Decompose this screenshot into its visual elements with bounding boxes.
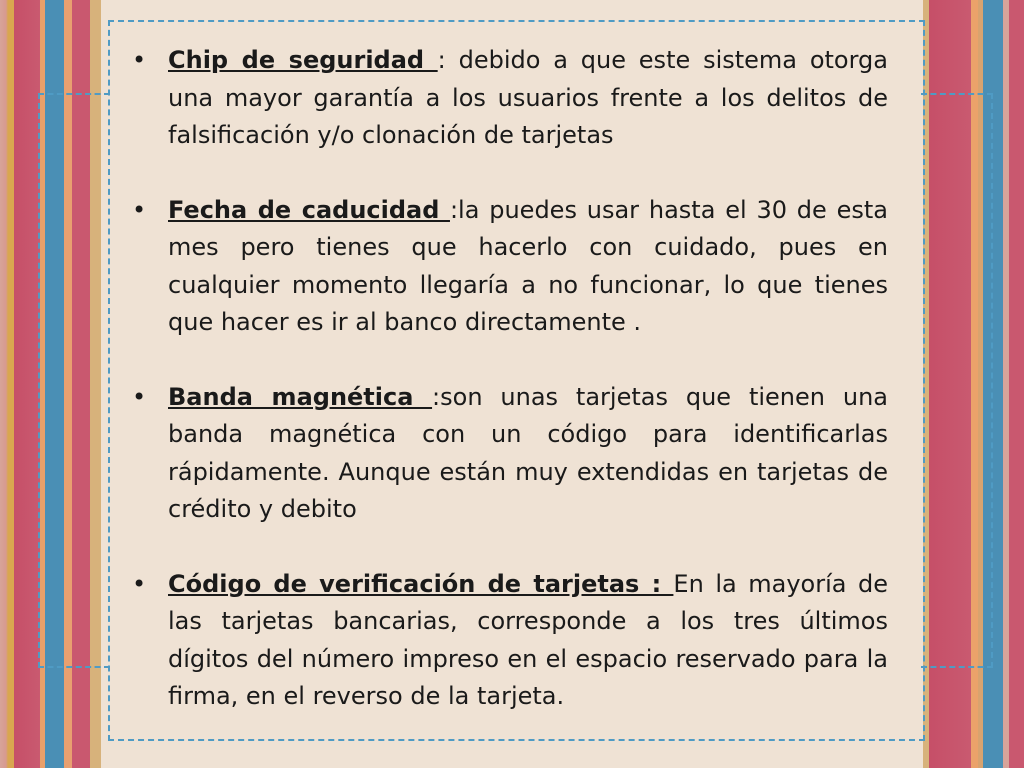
term-codigo-verificacion: Código de verificación de tarjetas : [168,569,674,598]
term-chip-de-seguridad: Chip de seguridad [168,46,438,74]
description-banda: :son unas tarjetas que tienen una banda magnética con un código para identificarlas rápidamente. Aunque están muy extendidas en tarjetas de crédito y debito [168,382,889,523]
bullet-icon: • [132,46,147,74]
left-decorative-stripes [0,0,101,768]
right-decorative-stripes [923,0,1024,768]
term-banda-magnetica: Banda magnética [168,382,433,411]
list-item-codigo [130,566,888,716]
description-chip: : debido a que este sistema otorga una mayor garantía a los usuarios frente a los delitos de falsificación y/o clonación de tarjetas [168,46,888,149]
list-item-fecha [130,192,888,342]
bullet-list [130,42,888,716]
term-fecha-de-caducidad: Fecha de caducidad [168,195,450,224]
slide-content [130,42,888,732]
bullet-icon: • [132,569,147,598]
bullet-icon: • [132,195,147,224]
description-fecha: :la puedes usar hasta el 30 de esta mes pero tienes que hacerlo con cuidado, pues en cualquier momento llegaría a no funcionar, lo que tienes que hacer es ir al banco directamente . [168,195,888,336]
bullet-icon: • [132,382,147,411]
list-item-chip [130,42,888,155]
description-codigo: En la mayoría de las tarjetas bancarias, corresponde a los tres últimos dígitos del número impreso en el espacio reservado para la firma, en el reverso de la tarjeta. [168,569,888,710]
list-item-banda [130,379,888,529]
